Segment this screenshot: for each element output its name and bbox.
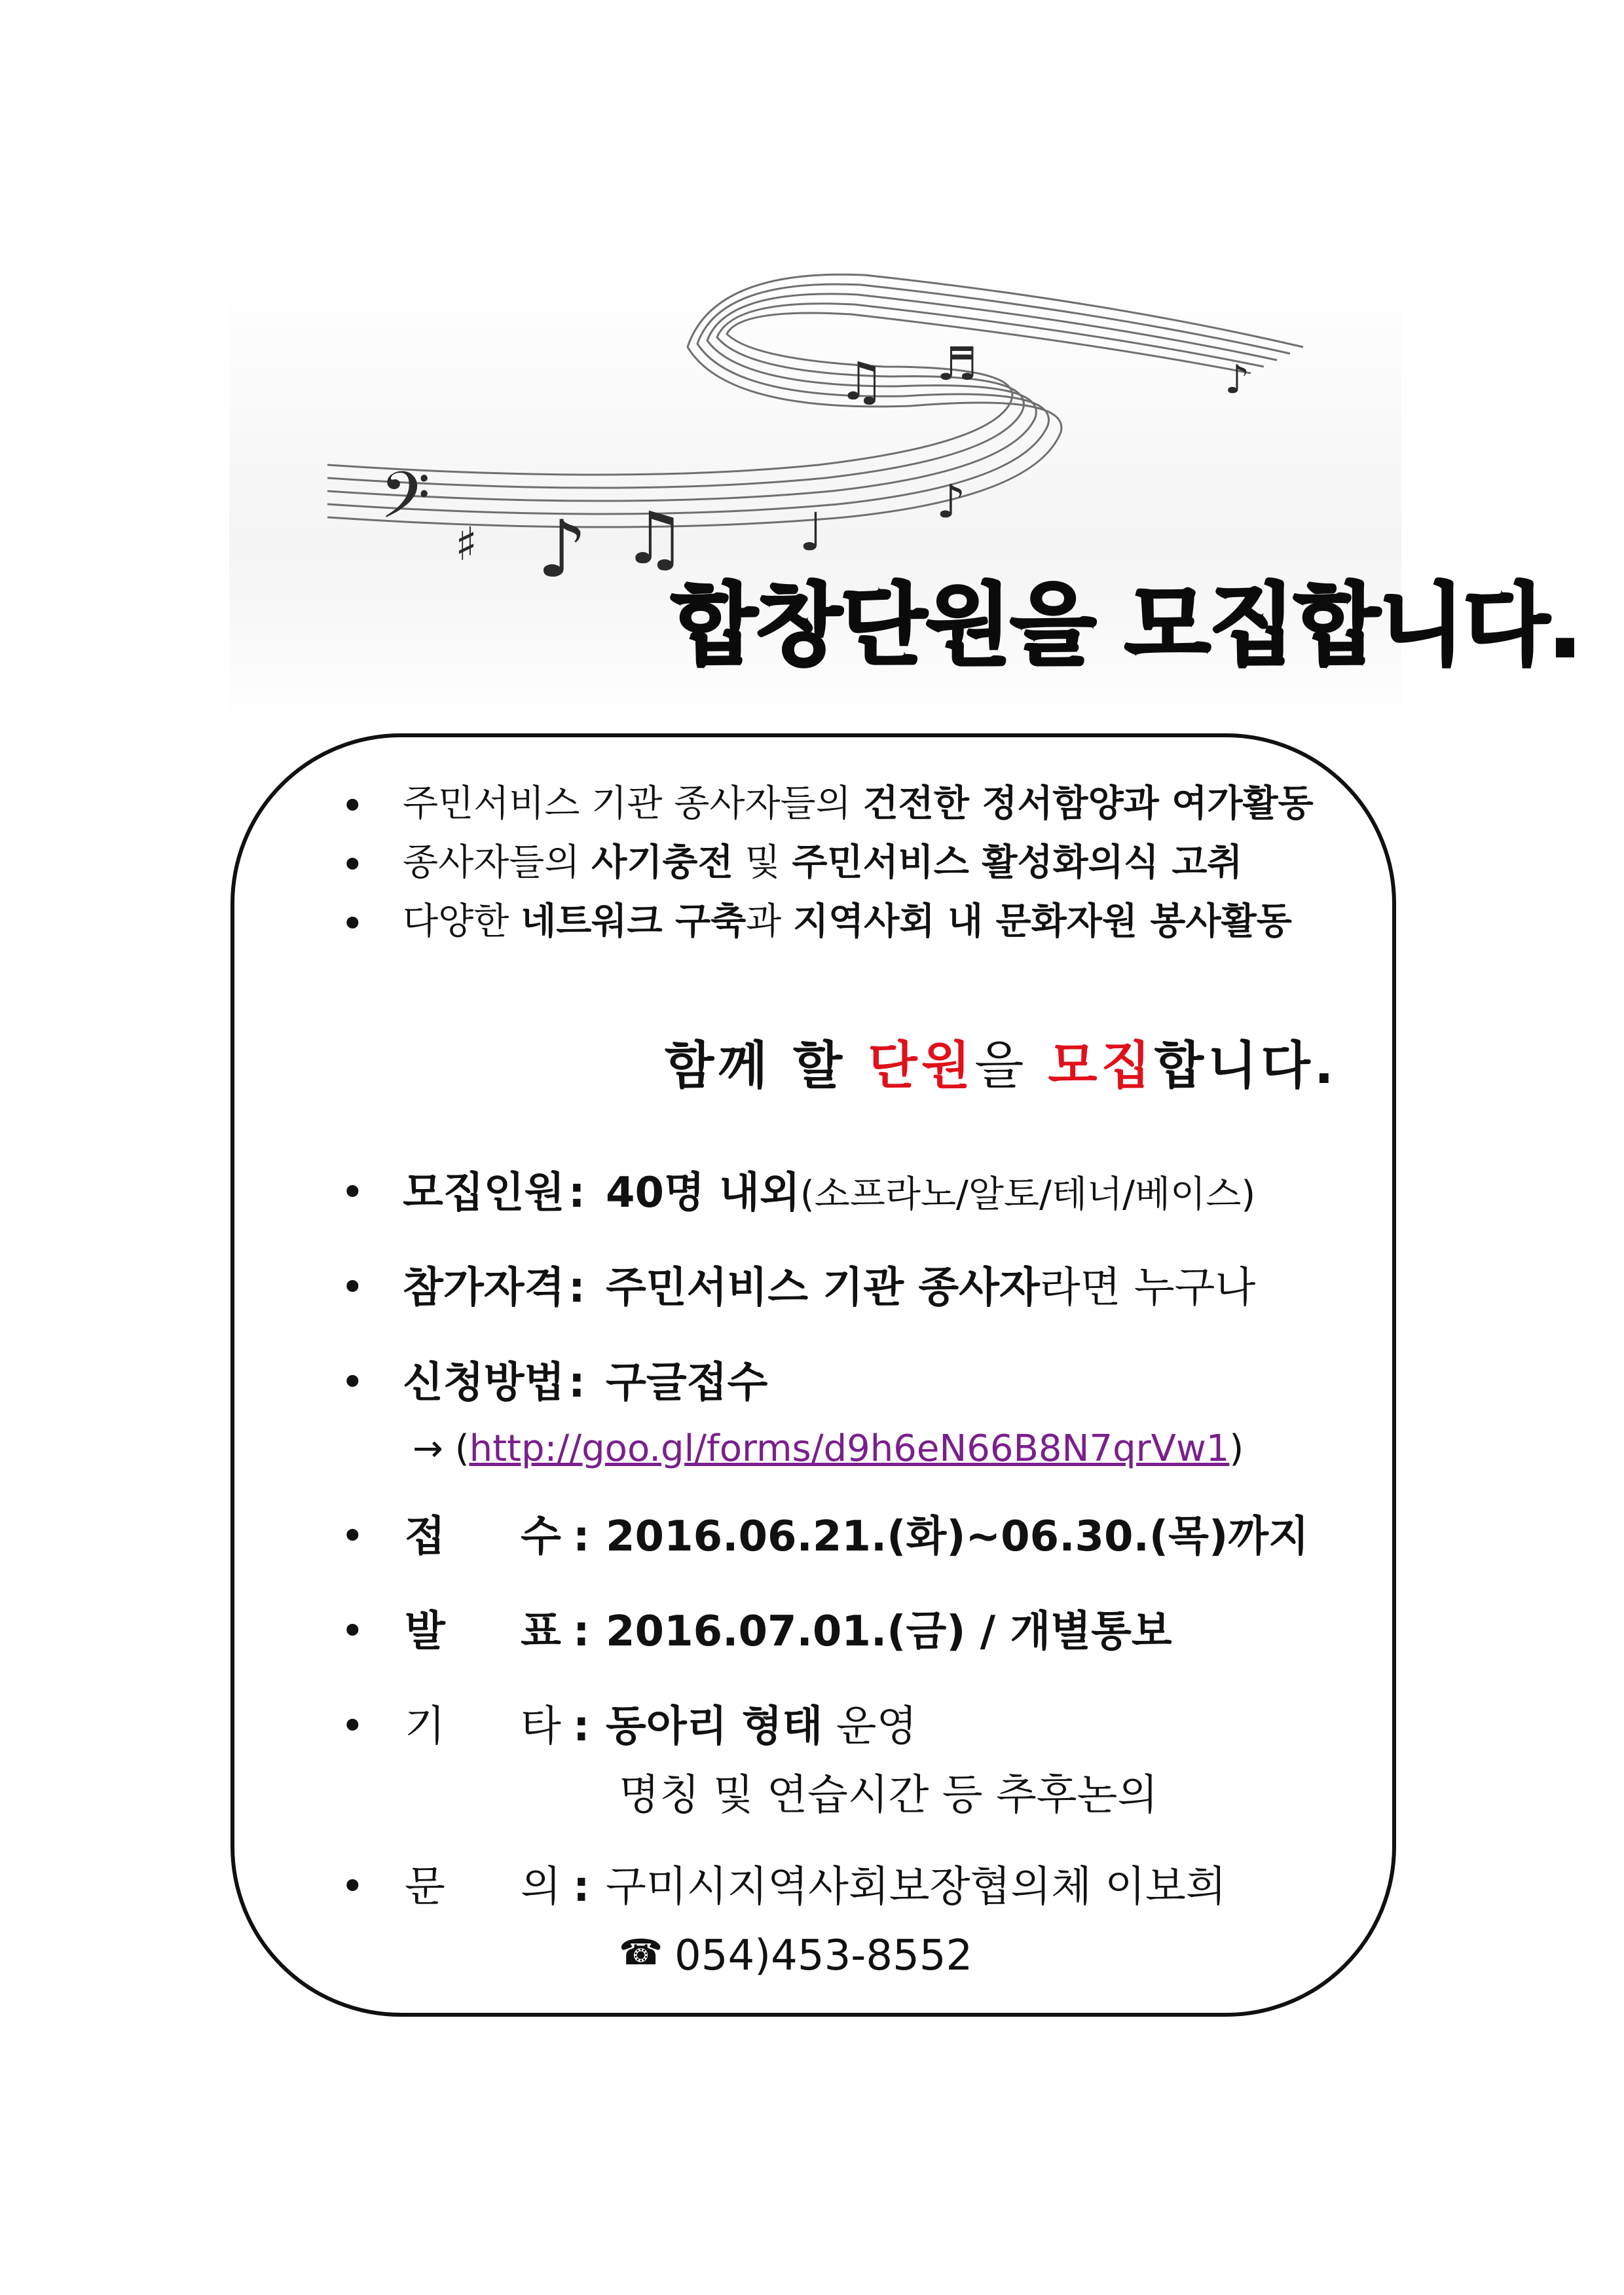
detail-label: 발 bbox=[405, 1607, 445, 1656]
svg-text:♫: ♫ bbox=[622, 496, 687, 580]
detail-colon: : bbox=[568, 1359, 585, 1407]
detail-extra: (소프라노/알토/테너/베이스) bbox=[800, 1173, 1256, 1216]
intro-emphasis: 사기충전 bbox=[591, 841, 733, 884]
svg-text:♪: ♪ bbox=[1225, 357, 1250, 403]
detail-label: 수 bbox=[521, 1513, 561, 1561]
svg-text:♫: ♫ bbox=[838, 351, 885, 412]
bullet: • bbox=[341, 1862, 365, 1910]
bullet: • bbox=[341, 1702, 365, 1750]
detail-value: 구글접수 bbox=[606, 1359, 768, 1407]
intro-emphasis: 건전한 정서함양과 여가활동 bbox=[862, 782, 1314, 825]
detail-extra: 운영 bbox=[822, 1702, 917, 1751]
detail-colon: : bbox=[568, 1169, 585, 1217]
detail-label: 접 bbox=[405, 1513, 445, 1561]
detail-extra: 명칭 및 연습시간 등 추후논의 bbox=[619, 1771, 1158, 1820]
detail-label: 참가자격 bbox=[403, 1264, 565, 1312]
intro-emphasis: 주민서비스 활성화의식 고취 bbox=[792, 841, 1243, 884]
intro-text: 및 bbox=[733, 841, 792, 884]
svg-text:♪: ♪ bbox=[537, 504, 587, 595]
svg-text:♩: ♩ bbox=[799, 502, 824, 562]
arrow-icon: → ( bbox=[413, 1427, 470, 1470]
bullet: • bbox=[341, 1358, 365, 1406]
detail-label: 의 bbox=[521, 1863, 561, 1911]
detail-label: 신청방법 bbox=[403, 1359, 565, 1407]
svg-text:♪: ♪ bbox=[936, 475, 966, 528]
recruit-callout: 함께 할 단원을 모집합니다. bbox=[665, 1037, 1338, 1095]
intro-text: 주민서비스 기관 종사자들의 bbox=[403, 782, 863, 825]
intro-text: 과 bbox=[746, 900, 794, 943]
page-title: 합창단원을 모집합니다. bbox=[671, 574, 1581, 678]
intro-emphasis: 네트워크 구축 bbox=[521, 900, 747, 943]
detail-colon: : bbox=[573, 1702, 590, 1751]
bullet: • bbox=[341, 1263, 365, 1311]
svg-text:𝄢: 𝄢 bbox=[380, 458, 431, 549]
svg-text:♯: ♯ bbox=[455, 517, 477, 571]
detail-value: 구미시지역사회보장협의체 이보희 bbox=[606, 1863, 1227, 1911]
telephone-icon: ☎ bbox=[619, 1932, 663, 1973]
bullet: • bbox=[341, 1607, 365, 1655]
detail-label: 모집인원 bbox=[403, 1169, 565, 1217]
detail-extra: 라면 누구나 bbox=[1039, 1264, 1256, 1312]
svg-text:♬: ♬ bbox=[936, 337, 978, 391]
intro-text: 종사자들의 bbox=[403, 841, 592, 884]
bullet: • bbox=[341, 1512, 365, 1560]
intro-text: 다양한 bbox=[403, 900, 521, 943]
bullet: • bbox=[341, 900, 365, 947]
phone-number: 054)453-8552 bbox=[674, 1932, 973, 1980]
detail-colon: : bbox=[573, 1513, 590, 1561]
bullet: • bbox=[341, 841, 365, 889]
bullet: • bbox=[341, 782, 365, 830]
detail-value: 동아리 형태 bbox=[606, 1702, 823, 1751]
detail-label: 타 bbox=[521, 1702, 561, 1751]
detail-value: 2016.06.21.(화)~06.30.(목)까지 bbox=[606, 1513, 1309, 1561]
detail-label: 기 bbox=[405, 1702, 445, 1751]
form-link[interactable]: http://goo.gl/forms/d9h6eN66B8N7qrVw1 bbox=[469, 1427, 1230, 1470]
detail-value: 주민서비스 기관 종사자 bbox=[606, 1264, 1040, 1312]
detail-value: 40명 내외 bbox=[606, 1169, 800, 1217]
detail-colon: : bbox=[573, 1607, 590, 1656]
bullet: • bbox=[341, 1168, 365, 1216]
detail-colon: : bbox=[573, 1863, 590, 1911]
detail-colon: : bbox=[568, 1264, 585, 1312]
intro-emphasis: 지역사회 내 문화자원 봉사활동 bbox=[793, 900, 1292, 943]
detail-label: 문 bbox=[405, 1863, 445, 1911]
detail-value: 2016.07.01.(금) / 개별통보 bbox=[606, 1607, 1172, 1656]
detail-label: 표 bbox=[521, 1607, 561, 1656]
